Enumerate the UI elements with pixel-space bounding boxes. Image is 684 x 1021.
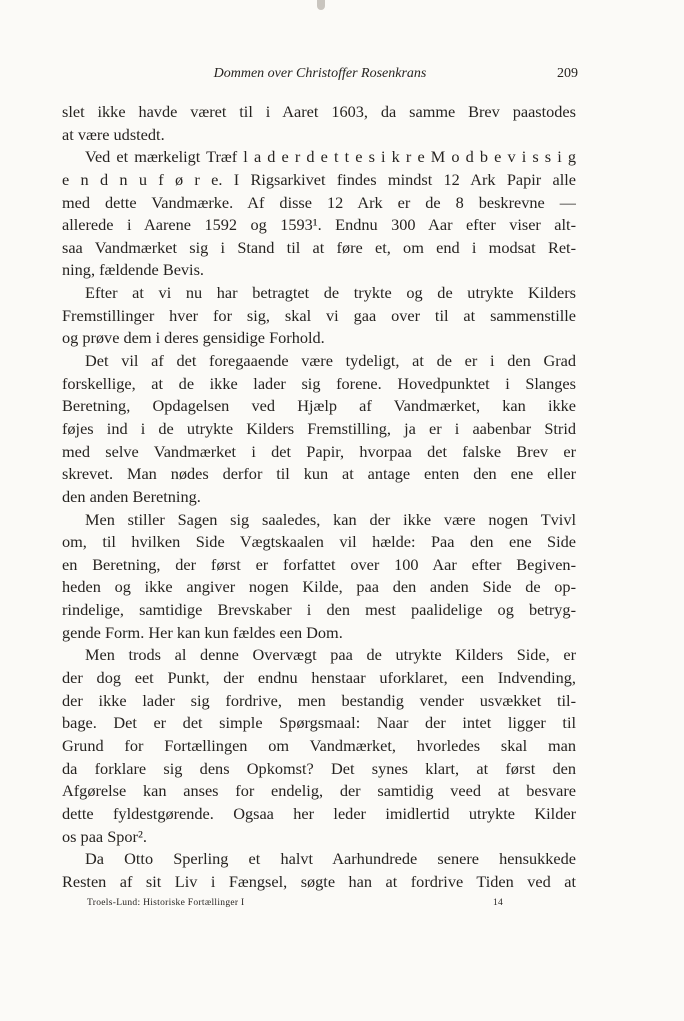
signature-number: 14 xyxy=(493,898,504,908)
text-line: Beretning, Opdagelsen ved Hjælp af Vandmærket, kan ikke xyxy=(62,396,576,416)
text-line: forskellige, at de ikke lader sig forene. Hovedpunktet i Slanges xyxy=(62,373,576,393)
text-line: ning, fældende Bevis. xyxy=(62,260,204,280)
text-line: rindelige, samtidige Brevskaber i den mest paalidelige og betryg- xyxy=(62,600,576,620)
body-text xyxy=(62,101,576,893)
text-line: Det vil af det foregaaende være tydeligt, at de er i den Grad xyxy=(85,351,576,371)
text-line: slet ikke havde været til i Aaret 1603, da samme Brev paastodes xyxy=(62,102,576,121)
text-line: at være udstedt. xyxy=(62,124,165,144)
text-line: os paa Spor². xyxy=(62,826,147,846)
text-line: da forklare sig dens Opkomst? Det synes klart, at først den xyxy=(62,758,576,778)
text-line: saa Vandmærket sig i Stand til at føre et, om end i modsat Ret- xyxy=(62,237,576,257)
text-line: dette fyldestgørende. Ogsaa her leder imidlertid utrykte Kilder xyxy=(62,803,576,823)
text-line: en Beretning, der først er forfattet over 100 Aar efter Begiven- xyxy=(62,554,576,574)
text-line: Ved et mærkeligt Træf l a d e r d e t t e s i k r e M o d b e v i s s i g xyxy=(85,147,576,167)
text-line: Men stiller Sagen sig saaledes, kan der ikke være nogen Tvivl xyxy=(85,509,576,529)
text-line: føjes ind i de utrykte Kilders Fremstilling, ja er i aabenbar Strid xyxy=(62,418,576,438)
text-line: Da Otto Sperling et halvt Aarhundrede senere hensukkede xyxy=(85,849,576,869)
text-line: Fremstillinger hver for sig, skal vi gaa over til at sammenstille xyxy=(62,305,576,325)
text-line: Grund for Fortællingen om Vandmærket, hvorledes skal man xyxy=(62,735,576,755)
text-line: og prøve dem i deres gensidige Forhold. xyxy=(62,328,325,348)
text-line: med selve Vandmærket i det Papir, hvorpaa det falske Brev er xyxy=(62,441,576,461)
text-line: om, til hvilken Side Vægtskaalen vil hælde: Paa den ene Side xyxy=(62,532,576,552)
text-line: Men trods al denne Overvægt paa de utrykte Kilders Side, er xyxy=(85,645,576,665)
text-line: e n d n u f ø r e. I Rigsarkivet findes mindst 12 Ark Papir alle xyxy=(62,169,576,189)
text-line: gende Form. Her kan kun fældes een Dom. xyxy=(62,622,343,642)
text-line: der dog eet Punkt, der endnu henstaar uforklaret, een Indvending, xyxy=(62,668,576,688)
page-header xyxy=(62,66,578,86)
text-line: der ikke lader sig fordrive, men bestandig vender usvækket til- xyxy=(62,690,576,710)
text-line: heden og ikke angiver nogen Kilde, paa den anden Side de op- xyxy=(62,577,576,597)
text-line: den anden Beretning. xyxy=(62,486,201,506)
text-line: med dette Vandmærke. Af disse 12 Ark er de 8 beskrevne — xyxy=(62,192,576,212)
text-line: Resten af sit Liv i Fængsel, søgte han at fordrive Tiden ved at xyxy=(62,871,576,891)
running-title: Dommen over Christoffer Rosenkrans xyxy=(213,66,427,81)
text-line: Efter at vi nu har betragtet de trykte og de utrykte Kilders xyxy=(85,283,576,303)
page-number: 209 xyxy=(557,66,578,81)
signature-text: Troels-Lund: Historiske Fortællinger I xyxy=(87,898,245,908)
text-line: bage. Det er det simple Spørgsmaal: Naar der intet ligger til xyxy=(62,713,576,733)
text-line: allerede i Aarene 1592 og 1593¹. Endnu 300 Aar efter viser alt- xyxy=(62,215,576,235)
paper-speck xyxy=(317,0,325,10)
text-line: Afgørelse kan anses for endelig, der samtidig veed at besvare xyxy=(62,781,576,801)
text-line: skrevet. Man nødes derfor til kun at antage enten den ene eller xyxy=(62,464,576,484)
